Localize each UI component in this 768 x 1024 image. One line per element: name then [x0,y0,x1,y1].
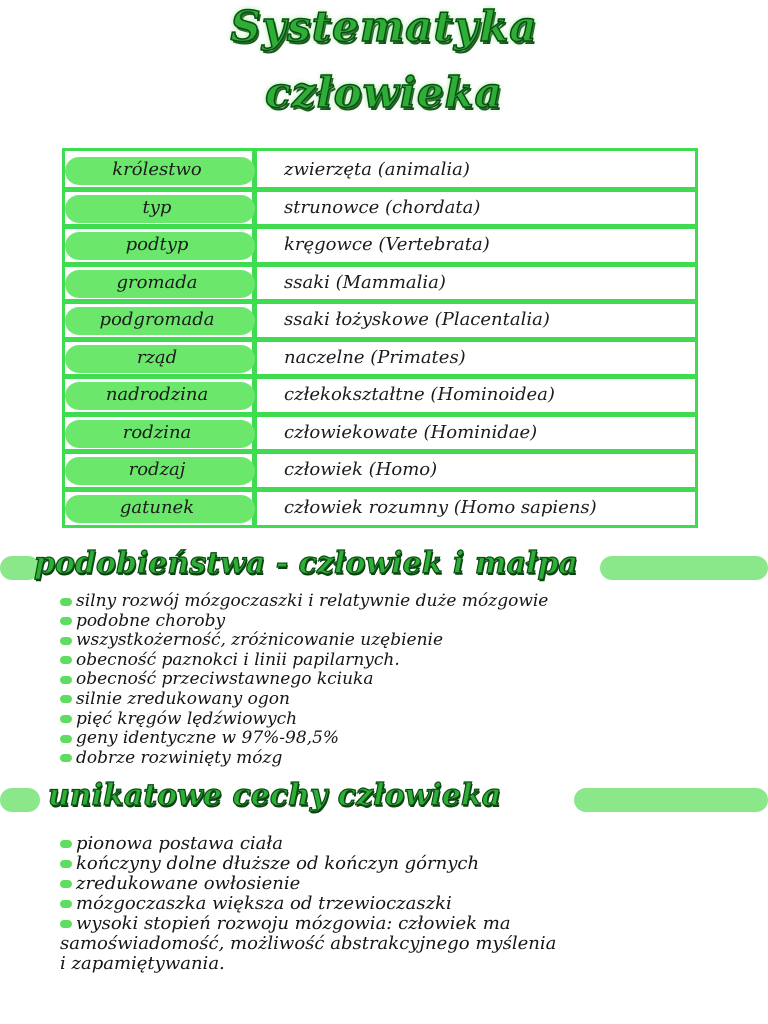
list-item [60,934,556,954]
rank-cell: nadrodzina [105,384,209,405]
rank-cell: typ [142,196,172,218]
list-item-text: obecność paznokci i linii papilarnych. [76,649,400,670]
taxonomy-table [62,148,698,528]
list-item-text: samoświadomość, możliwość abstrakcyjnego myślenia [60,933,557,954]
list-item-text: wysoki stopień rozwoju mózgowia: człowiek ma [76,913,511,934]
list-item [60,894,556,914]
list-item-text: kończyny dolne dłuższe od kończyn górnych [76,853,480,874]
table-row [62,340,698,377]
bullet-dash-icon [60,860,72,868]
table-row [62,452,698,489]
table-row [62,377,698,414]
taxon-cell: naczelne (Primates) [284,346,466,368]
bullet-dash-icon [60,880,72,888]
list-item-text: pionowa postawa ciała [76,833,283,854]
taxon-cell: człowiek (Homo) [284,459,438,480]
list-item-text: obecność przeciwstawnego kciuka [76,669,374,690]
bullet-dash-icon [60,715,72,723]
taxon-cell: ssaki (Mammalia) [284,271,446,293]
list-item [60,651,548,671]
rank-cell: podgromada [99,309,215,330]
list-item-text: geny identyczne w 97%-98,5% [76,728,340,749]
table-row [62,265,698,302]
unique-list [60,834,556,974]
bullet-dash-icon [60,840,72,848]
bullet-dash-icon [60,617,72,625]
bullet-dash-icon [60,695,72,703]
table-row [62,302,698,339]
list-item [60,954,556,974]
taxon-cell: człowiek rozumny (Homo sapiens) [284,496,597,518]
list-item-text: i zapamiętywania. [60,953,225,974]
list-item-text: pięć kręgów lędźwiowych [76,708,298,729]
unique-heading: unikatowe cechy człowieka [48,778,502,813]
list-item-text: silnie zredukowany ogon [76,688,290,709]
similarities-heading: podobieństwa - człowiek i małpa [34,546,578,581]
bullet-dash-icon [60,598,72,606]
list-item [60,854,556,874]
list-item-text: silny rozwój mózgoczaszki i relatywnie duże mózgowie [76,591,549,611]
list-item [60,670,548,690]
list-item-text: podobne choroby [76,610,226,631]
rank-cell: podtyp [125,234,189,255]
list-item [60,631,548,651]
rank-cell: gromada [116,271,198,293]
table-row [62,490,698,527]
taxon-cell: człowiekowate (Hominidae) [284,421,538,443]
list-item [60,914,556,934]
list-item-text: wszystkożerność, zróżnicowanie uzębienie [76,630,444,651]
bullet-dash-icon [60,637,72,645]
list-item-text: zredukowane owłosienie [76,873,301,894]
bullet-dash-icon [60,900,72,908]
rank-cell: rodzina [122,421,192,443]
table-row [62,152,698,189]
taxon-cell: zwierzęta (animalia) [284,159,470,180]
table-row [62,190,698,227]
list-item [60,729,548,749]
bullet-dash-icon [60,676,72,684]
bullet-dash-icon [60,920,72,928]
taxon-cell: strunowce (chordata) [284,196,481,218]
page-title-line-2: człowieka [265,68,503,117]
bullet-dash-icon [60,656,72,664]
rank-cell: rodzaj [128,459,186,480]
rank-cell: rząd [136,346,178,368]
table-row [62,227,698,264]
taxon-cell: kręgowce (Vertebrata) [284,234,490,255]
list-item [60,690,548,710]
rank-cell: królestwo [112,159,202,180]
unique-section-header [0,776,768,824]
list-item-text: dobrze rozwinięty mózg [76,747,283,768]
table-row [62,415,698,452]
taxon-cell: człekokształtne (Hominoidea) [284,384,555,405]
list-item [60,749,548,769]
list-item-text: mózgoczaszka większa od trzewioczaszki [76,893,452,914]
taxon-cell: ssaki łożyskowe (Placentalia) [284,309,550,330]
header-bar-left [0,788,40,812]
page-title-line-1: Systematyka [230,2,538,51]
similarities-list [60,592,548,768]
similarities-section-header [0,544,768,592]
list-item [60,710,548,730]
list-item [60,612,548,632]
bullet-dash-icon [60,735,72,743]
list-item [60,874,556,894]
rank-cell: gatunek [119,496,195,518]
list-item [60,592,548,612]
list-item [60,834,556,854]
bullet-dash-icon [60,754,72,762]
header-bar-right [600,556,768,580]
header-bar-right [574,788,768,812]
